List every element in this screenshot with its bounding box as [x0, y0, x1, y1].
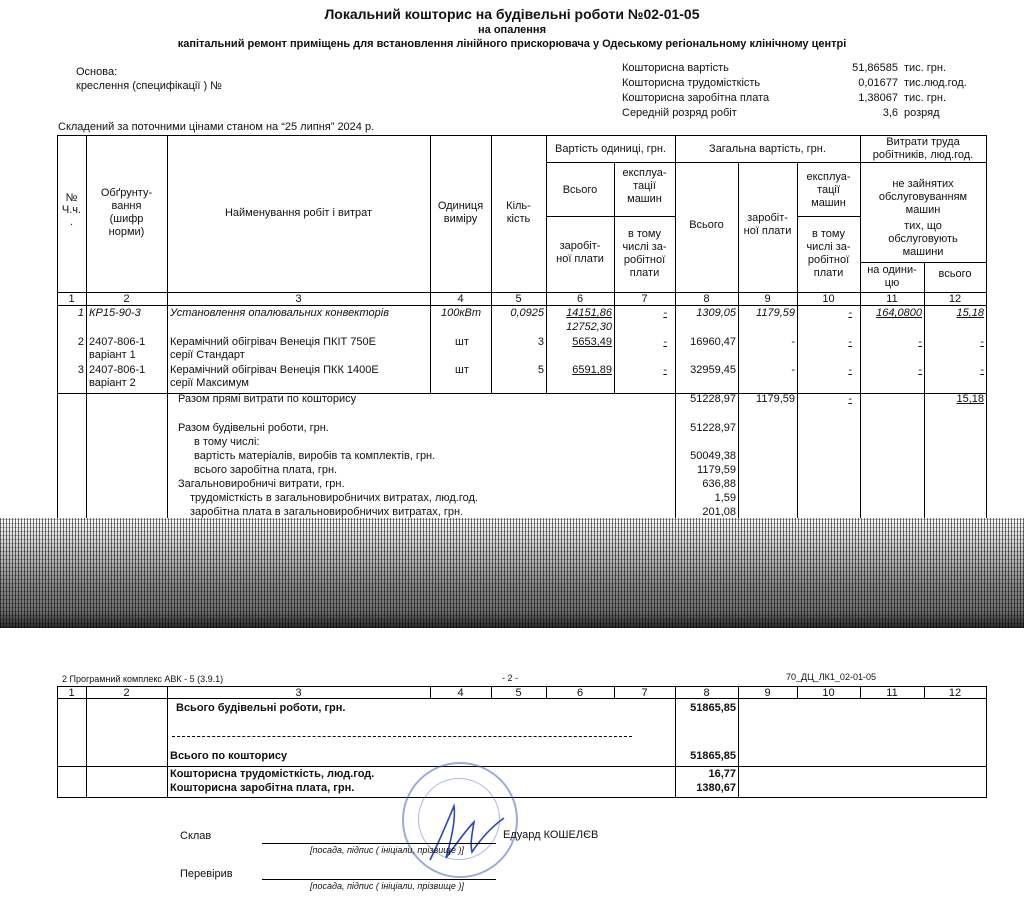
summary-value: 0,01677	[858, 77, 898, 89]
row-salary: 1179,59	[756, 307, 795, 319]
row-per-unit: 164,0800	[876, 307, 922, 319]
col-number: 12	[948, 687, 962, 699]
row-salary: -	[791, 336, 795, 348]
total-estimate-label: Всього по кошторису	[170, 750, 288, 762]
direct-costs-all: 15,18	[956, 393, 984, 405]
total-construction-value: 51865,85	[690, 702, 736, 714]
construction-total: 51228,97	[690, 422, 736, 434]
col-header-per-unit: на одини- цю	[867, 264, 917, 289]
col-number: 3	[295, 687, 302, 699]
row-code: 2407-806-1	[89, 336, 146, 348]
col-header-unit-cost: Вартість одиниці, грн.	[555, 143, 666, 155]
position-hint: [посада, підпис ( ініціали, прізвище )]	[310, 845, 464, 855]
row-qty: 0,0925	[510, 307, 544, 319]
salary-value: 1380,67	[696, 782, 736, 794]
row-total: 32959,45	[690, 364, 736, 376]
col-number: 8	[703, 293, 710, 305]
labor-value: 16,77	[708, 768, 736, 780]
row-unit-mach: -	[663, 336, 667, 348]
col-number: 10	[822, 687, 835, 699]
position-hint: [посада, підпис ( ініціали, прізвище )]	[310, 881, 464, 891]
summary-value: 1,38067	[858, 92, 898, 104]
col-number: 11	[886, 293, 898, 305]
overhead-labor-total: 1,59	[714, 492, 736, 504]
overhead-labor-label: трудомісткість в загальновиробничих витратах, люд.год.	[190, 492, 478, 504]
row-code: КР15-90-3	[89, 307, 141, 319]
materials-label: вартість матеріалів, виробів та комплектів, грн.	[194, 450, 436, 462]
row-qty: 5	[537, 364, 544, 376]
col-number: 3	[295, 293, 302, 305]
row-name-series: серії Стандарт	[170, 349, 245, 361]
col-number: 2	[123, 293, 130, 305]
col-header-machines-workers: тих, що обслуговують машини	[888, 220, 958, 258]
salary-all-label: всього заробітна плата, грн.	[194, 464, 338, 476]
row-name: Керамічний обігрівач Венеція ПКК 1400Е	[170, 364, 379, 376]
row-name: Установлення опалювальних конвекторів	[170, 307, 389, 319]
labor-label: Кошторисна трудомісткість, люд.год.	[170, 768, 375, 780]
summary-unit: тис.люд.год.	[904, 77, 967, 89]
row-name-series: серії Максимум	[170, 377, 249, 389]
row-unit-total: 14151,86	[566, 307, 612, 319]
summary-unit: тис. грн.	[904, 62, 947, 74]
col-number: 1	[68, 293, 75, 305]
row-total: 16960,47	[690, 336, 736, 348]
row-unit-mach: -	[663, 307, 667, 319]
direct-costs-label: Разом прямі витрати по кошторису	[178, 393, 357, 405]
direct-costs-total: 51228,97	[690, 393, 736, 405]
row-unit-mach: -	[663, 364, 667, 376]
page-number: - 2 -	[502, 673, 519, 683]
checked-label: Перевірив	[180, 868, 233, 880]
col-header-all: всього	[938, 268, 972, 280]
overhead-label: Загальновиробничі витрати, грн.	[178, 478, 345, 490]
overhead-salary-label: заробітна плата в загальновиробничих витратах, грн.	[190, 506, 464, 518]
row-num: 1	[77, 307, 84, 319]
col-header-labor: Витрати труда робітників, люд.год.	[872, 136, 974, 161]
row-unit: шт	[455, 336, 469, 348]
col-number: 7	[641, 293, 648, 305]
col-header-total-cost: Загальна вартість, грн.	[709, 143, 826, 155]
col-number: 6	[576, 687, 584, 699]
overhead-salary-total: 201,08	[702, 506, 736, 518]
total-estimate-value: 51865,85	[690, 750, 736, 762]
estimate-subtitle: на опалення	[478, 24, 546, 36]
row-total: 1309,05	[696, 307, 736, 319]
construction-label: Разом будівельні роботи, грн.	[178, 422, 329, 434]
estimate-object: капітальний ремонт приміщень для встановлення лінійного прискорювача у Одеському регіональному клінічному центрі	[177, 38, 847, 50]
col-header-total2: Всього	[689, 219, 724, 231]
col-header-num: № Ч.ч. .	[61, 192, 82, 228]
col-header-machines: експлуа- тації машин	[622, 167, 667, 205]
row-unit-total: 6591,89	[572, 364, 612, 376]
row-unit-salary: 12752,30	[566, 321, 612, 333]
row-num: 2	[77, 336, 84, 348]
basis-label: Основа:	[76, 66, 118, 78]
col-header-total: Всього	[562, 184, 598, 196]
signature-mark	[420, 800, 510, 870]
summary-label: Кошторисна заробітна плата	[622, 92, 770, 104]
col-header-unit: Одиниця виміру	[437, 200, 484, 225]
salary-label: Кошторисна заробітна плата, грн.	[170, 782, 355, 794]
summary-label: Кошторисна вартість	[622, 62, 729, 74]
salary-all-total: 1179,59	[697, 464, 736, 476]
col-number: 1	[68, 687, 75, 699]
row-all: -	[980, 336, 984, 348]
overhead-total: 636,88	[702, 478, 736, 490]
col-header-machines2: експлуа- тації машин	[806, 171, 851, 209]
col-number: 5	[515, 687, 522, 699]
col-header-salary: заробіт- ної плати	[556, 240, 604, 265]
row-unit-total: 5653,49	[572, 336, 612, 348]
row-all: 15,18	[956, 307, 984, 319]
composed-label: Склав	[180, 830, 212, 842]
row-unit: 100кВт	[441, 307, 482, 319]
col-number: 4	[457, 687, 464, 699]
software-footer: 2 Програмний комплекс АВК - 5 (3.9.1)	[62, 674, 224, 684]
summary-unit: розряд	[904, 107, 940, 119]
col-header-not-machines: не зайнятих обслуговуванням машин	[878, 178, 968, 216]
row-per-unit: -	[918, 336, 922, 348]
col-header-name: Найменування робіт і витрат	[224, 207, 373, 219]
col-number: 9	[764, 293, 771, 305]
row-code-variant: варіант 1	[89, 349, 136, 361]
scan-page-break	[0, 518, 1024, 628]
col-number: 8	[703, 687, 710, 699]
col-number: 7	[641, 687, 648, 699]
col-number: 11	[886, 687, 898, 699]
row-all: -	[980, 364, 984, 376]
col-number: 10	[822, 293, 835, 305]
basis-drawings: креслення (специфікації ) №	[76, 80, 222, 92]
col-header-basis: Обґрунту- вання (шифр норми)	[100, 187, 153, 238]
prices-note: Складений за поточними цінами станом на “25 липня” 2024 р.	[58, 121, 375, 133]
row-code: 2407-806-1	[89, 364, 146, 376]
direct-costs-mach: -	[848, 393, 852, 405]
col-number: 12	[948, 293, 962, 305]
col-number: 4	[457, 293, 464, 305]
col-number: 5	[515, 293, 522, 305]
row-per-unit: -	[918, 364, 922, 376]
incl-label: в тому числі:	[194, 436, 260, 448]
col-header-incl-salary: в тому числі за- робітної плати	[622, 228, 667, 279]
col-header-qty: Кіль- кість	[506, 200, 531, 225]
row-mach: -	[848, 307, 852, 319]
summary-label: Середній розряд робіт	[622, 107, 737, 119]
row-code-variant: варіант 2	[89, 377, 136, 389]
col-header-incl-salary2: в тому числі за- робітної плати	[806, 228, 851, 279]
summary-value: 3,6	[882, 107, 898, 119]
estimate-title: Локальний кошторис на будівельні роботи №02-01-05	[324, 6, 700, 22]
summary-label: Кошторисна трудомісткість	[622, 77, 761, 89]
row-name: Керамічний обігрівач Венеція ПКІТ 750Е	[170, 336, 376, 348]
col-header-salary2: заробіт- ної плати	[743, 212, 792, 237]
summary-unit: тис. грн.	[904, 92, 947, 104]
total-construction-label: Всього будівельні роботи, грн.	[176, 702, 346, 714]
col-number: 6	[576, 293, 584, 305]
summary-value: 51,86585	[852, 62, 898, 74]
row-mach: -	[848, 364, 852, 376]
doc-code: 70_ДЦ_ЛК1_02-01-05	[786, 672, 876, 682]
row-qty: 3	[537, 336, 544, 348]
materials-total: 50049,38	[690, 450, 736, 462]
composed-name: Едуард КОШЕЛЄВ	[503, 829, 599, 841]
col-number: 9	[764, 687, 771, 699]
row-num: 3	[77, 364, 84, 376]
col-number: 2	[123, 687, 130, 699]
row-unit: шт	[455, 364, 469, 376]
row-mach: -	[848, 336, 852, 348]
row-salary: -	[791, 364, 795, 376]
direct-costs-salary: 1179,59	[756, 393, 795, 405]
